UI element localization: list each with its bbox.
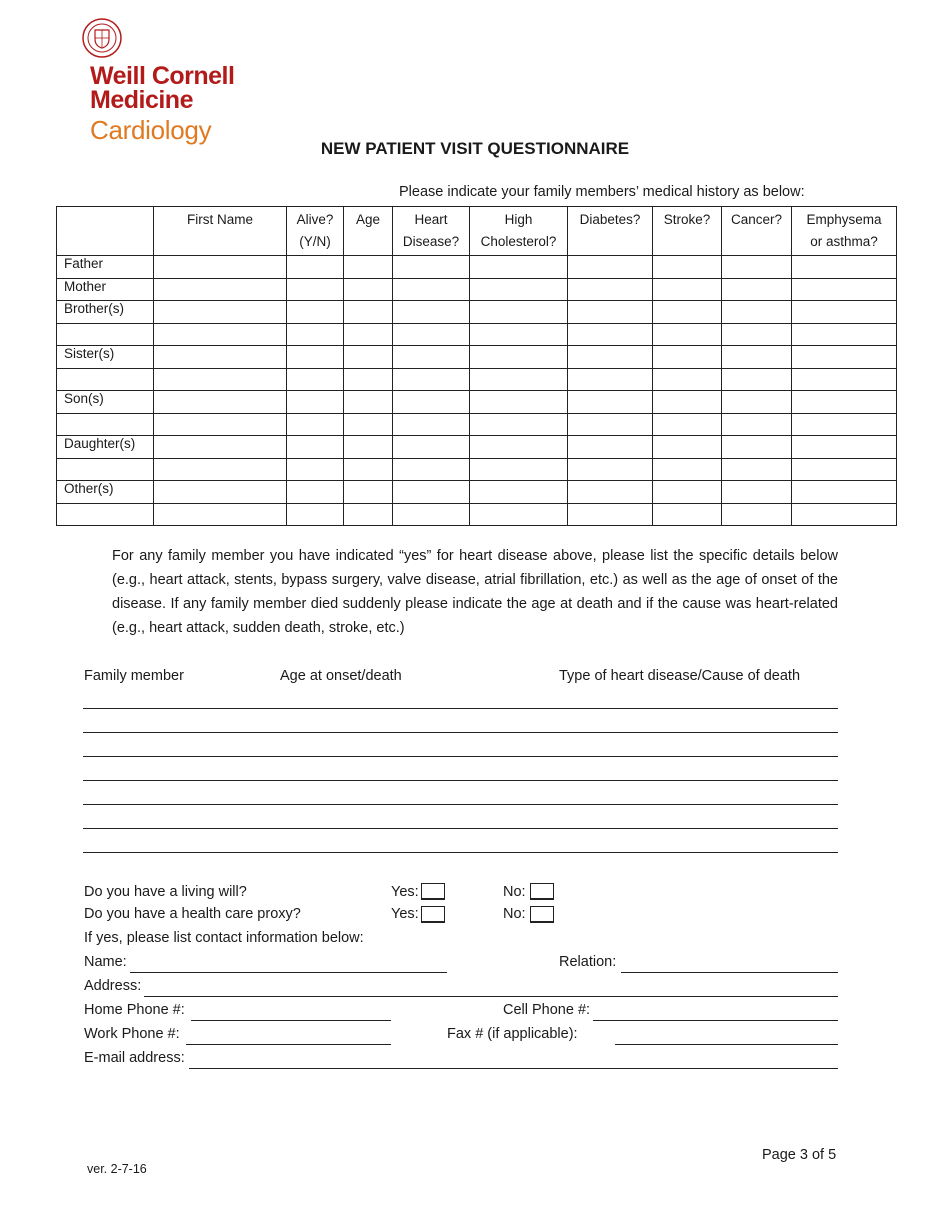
table-cell-input[interactable] [568,481,653,504]
health-proxy-question: Do you have a health care proxy? [84,906,301,922]
fax-field[interactable] [615,1044,838,1045]
table-cell-input[interactable] [792,413,897,436]
table-cell-input[interactable] [287,391,344,414]
living-will-question: Do you have a living will? [84,884,247,900]
table-row [57,481,897,504]
table-cell-input[interactable] [393,323,470,346]
table-cell-input[interactable] [653,323,722,346]
table-row [57,391,897,414]
table-cell-input[interactable] [722,391,792,414]
email-field[interactable] [189,1068,838,1069]
table-cell-input[interactable] [393,436,470,459]
table-row [57,346,897,369]
table-cell-input[interactable] [154,346,287,369]
contact-info-prompt: If yes, please list contact information below: [84,930,364,946]
table-cell-input[interactable] [393,346,470,369]
table-cell-input[interactable] [344,368,393,391]
fax-label: Fax # (if applicable): [447,1026,578,1042]
header-relation [57,207,154,256]
table-cell-input[interactable] [393,481,470,504]
table-cell-input[interactable] [653,413,722,436]
relation-label: Relation: [559,954,617,970]
table-cell-input[interactable] [344,391,393,414]
name-field[interactable] [130,972,447,973]
header-first-name: First Name [154,207,287,256]
table-cell-input[interactable] [287,323,344,346]
table-cell-input[interactable] [722,481,792,504]
table-cell-input[interactable] [792,503,897,526]
write-in-line[interactable] [83,756,838,757]
table-cell-input[interactable] [154,458,287,481]
table-row [57,368,897,391]
table-cell-input[interactable] [470,278,568,301]
table-cell-input[interactable] [154,278,287,301]
header-age: Age [344,207,393,256]
header-alive: Alive? (Y/N) [287,207,344,256]
table-cell-input[interactable] [344,503,393,526]
table-cell-input[interactable] [653,481,722,504]
table-cell-input[interactable] [287,481,344,504]
table-cell-input[interactable] [792,481,897,504]
table-cell-input[interactable] [792,278,897,301]
name-label: Name: [84,954,127,970]
table-row [57,458,897,481]
living-will-no-label: No: [503,884,526,900]
table-cell-input[interactable] [653,436,722,459]
table-cell-input[interactable] [568,256,653,279]
table-cell-input[interactable] [393,278,470,301]
table-cell-input[interactable] [287,368,344,391]
table-cell-input[interactable] [287,301,344,324]
page-title: NEW PATIENT VISIT QUESTIONNAIRE [320,139,630,158]
table-cell-input[interactable] [792,346,897,369]
table-cell-input[interactable] [154,481,287,504]
table-cell-input[interactable] [568,391,653,414]
health-proxy-no-label: No: [503,906,526,922]
table-cell-input[interactable] [722,346,792,369]
write-in-line[interactable] [83,828,838,829]
table-cell-input[interactable] [722,413,792,436]
row-relation-label [57,368,154,391]
table-cell-input[interactable] [568,278,653,301]
table-cell-input[interactable] [722,458,792,481]
table-cell-input[interactable] [344,436,393,459]
table-cell-input[interactable] [287,256,344,279]
row-relation-label [57,503,154,526]
table-cell-input[interactable] [792,368,897,391]
table-cell-input[interactable] [722,301,792,324]
table-cell-input[interactable] [393,458,470,481]
version-label: ver. 2-7-16 [87,1162,147,1176]
living-will-no-checkbox[interactable] [530,883,554,900]
row-relation-label [57,323,154,346]
living-will-yes-label: Yes: [391,884,419,900]
table-cell-input[interactable] [470,256,568,279]
table-row [57,503,897,526]
table-cell-input[interactable] [154,323,287,346]
table-cell-input[interactable] [568,503,653,526]
table-cell-input[interactable] [792,301,897,324]
write-in-line[interactable] [83,780,838,781]
table-row [57,256,897,279]
table-cell-input[interactable] [344,323,393,346]
health-proxy-no-checkbox[interactable] [530,906,554,923]
table-cell-input[interactable] [344,413,393,436]
header-emphysema: Emphysema or asthma? [792,207,897,256]
write-in-line[interactable] [83,708,838,709]
table-row [57,278,897,301]
email-label: E-mail address: [84,1050,185,1066]
table-cell-input[interactable] [653,458,722,481]
health-proxy-yes-checkbox[interactable] [421,906,445,923]
table-cell-input[interactable] [393,256,470,279]
address-label: Address: [84,978,142,994]
cell-phone-field[interactable] [593,1020,838,1021]
table-cell-input[interactable] [792,256,897,279]
table-cell-input[interactable] [653,391,722,414]
row-relation-label [57,413,154,436]
home-phone-field[interactable] [191,1020,391,1021]
table-cell-input[interactable] [393,391,470,414]
table-cell-input[interactable] [568,413,653,436]
table-cell-input[interactable] [470,413,568,436]
table-cell-input[interactable] [344,346,393,369]
table-cell-input[interactable] [722,278,792,301]
table-cell-input[interactable] [287,278,344,301]
table-cell-input[interactable] [287,346,344,369]
table-row [57,436,897,459]
logo-department: Cardiology [90,115,212,145]
row-relation-label: Daughter(s) [57,436,154,459]
cell-phone-label: Cell Phone #: [503,1002,591,1018]
table-cell-input[interactable] [792,436,897,459]
header-heart-disease: Heart Disease? [393,207,470,256]
table-cell-input[interactable] [568,301,653,324]
table-cell-input[interactable] [568,346,653,369]
table-cell-input[interactable] [154,301,287,324]
table-instruction: Please indicate your family members’ medical history as below: [399,184,805,200]
col-family-member: Family member [84,668,184,684]
table-cell-input[interactable] [470,368,568,391]
col-age-onset: Age at onset/death [280,668,402,684]
table-cell-input[interactable] [568,368,653,391]
table-cell-input[interactable] [154,391,287,414]
work-phone-label: Work Phone #: [84,1026,180,1042]
row-relation-label: Father [57,256,154,279]
table-cell-input[interactable] [344,458,393,481]
family-history-table [56,206,897,526]
work-phone-field[interactable] [186,1044,391,1045]
cornell-seal-icon [82,18,122,58]
table-cell-input[interactable] [287,458,344,481]
table-cell-input[interactable] [653,368,722,391]
table-cell-input[interactable] [722,256,792,279]
table-header-row [57,207,897,256]
table-row [57,323,897,346]
table-cell-input[interactable] [568,323,653,346]
table-cell-input[interactable] [470,481,568,504]
table-cell-input[interactable] [653,503,722,526]
table-row [57,301,897,324]
table-cell-input[interactable] [792,458,897,481]
table-cell-input[interactable] [568,436,653,459]
row-relation-label: Mother [57,278,154,301]
home-phone-label: Home Phone #: [84,1002,185,1018]
table-cell-input[interactable] [287,413,344,436]
table-cell-input[interactable] [154,436,287,459]
table-cell-input[interactable] [792,391,897,414]
header-diabetes: Diabetes? [568,207,653,256]
table-cell-input[interactable] [470,301,568,324]
table-cell-input[interactable] [470,503,568,526]
header-stroke: Stroke? [653,207,722,256]
table-cell-input[interactable] [344,301,393,324]
row-relation-label [57,458,154,481]
table-cell-input[interactable] [344,278,393,301]
table-cell-input[interactable] [154,368,287,391]
table-cell-input[interactable] [393,413,470,436]
row-relation-label: Brother(s) [57,301,154,324]
table-cell-input[interactable] [722,323,792,346]
table-cell-input[interactable] [154,256,287,279]
row-relation-label: Son(s) [57,391,154,414]
table-cell-input[interactable] [792,323,897,346]
table-cell-input[interactable] [154,503,287,526]
table-cell-input[interactable] [722,436,792,459]
table-cell-input[interactable] [470,346,568,369]
table-cell-input[interactable] [470,391,568,414]
table-row [57,413,897,436]
row-relation-label: Sister(s) [57,346,154,369]
health-proxy-yes-label: Yes: [391,906,419,922]
table-cell-input[interactable] [470,323,568,346]
table-cell-input[interactable] [287,436,344,459]
table-cell-input[interactable] [568,458,653,481]
heart-disease-instructions: For any family member you have indicated “yes” for heart disease above, please list the specific details below (e.g., heart attack, stents, bypass surgery, valve disease, atrial fibrillation, etc.) as well as the age of onset of the disease. If any family member died suddenly please indicate the age at death and if the cause was heart-related (e.g., heart attack, sudden death, stroke, etc.) [112,548,838,636]
table-cell-input[interactable] [470,458,568,481]
table-cell-input[interactable] [722,368,792,391]
header-high-cholesterol: High Cholesterol? [470,207,568,256]
row-relation-label: Other(s) [57,481,154,504]
table-cell-input[interactable] [154,413,287,436]
write-in-line[interactable] [83,804,838,805]
page-number: Page 3 of 5 [762,1147,837,1163]
write-in-line[interactable] [83,852,838,853]
write-in-line[interactable] [83,732,838,733]
logo-wordmark: Weill Cornell Medicine [90,62,235,114]
table-cell-input[interactable] [393,503,470,526]
table-cell-input[interactable] [653,256,722,279]
table-cell-input[interactable] [653,301,722,324]
table-cell-input[interactable] [722,503,792,526]
table-cell-input[interactable] [287,503,344,526]
address-field[interactable] [144,996,838,997]
table-cell-input[interactable] [393,301,470,324]
col-disease-type: Type of heart disease/Cause of death [559,668,801,684]
table-cell-input[interactable] [344,256,393,279]
living-will-yes-checkbox[interactable] [421,883,445,900]
table-cell-input[interactable] [653,278,722,301]
table-cell-input[interactable] [653,346,722,369]
table-cell-input[interactable] [344,481,393,504]
header-cancer: Cancer? [722,207,792,256]
relation-field[interactable] [621,972,838,973]
table-cell-input[interactable] [393,368,470,391]
table-cell-input[interactable] [470,436,568,459]
